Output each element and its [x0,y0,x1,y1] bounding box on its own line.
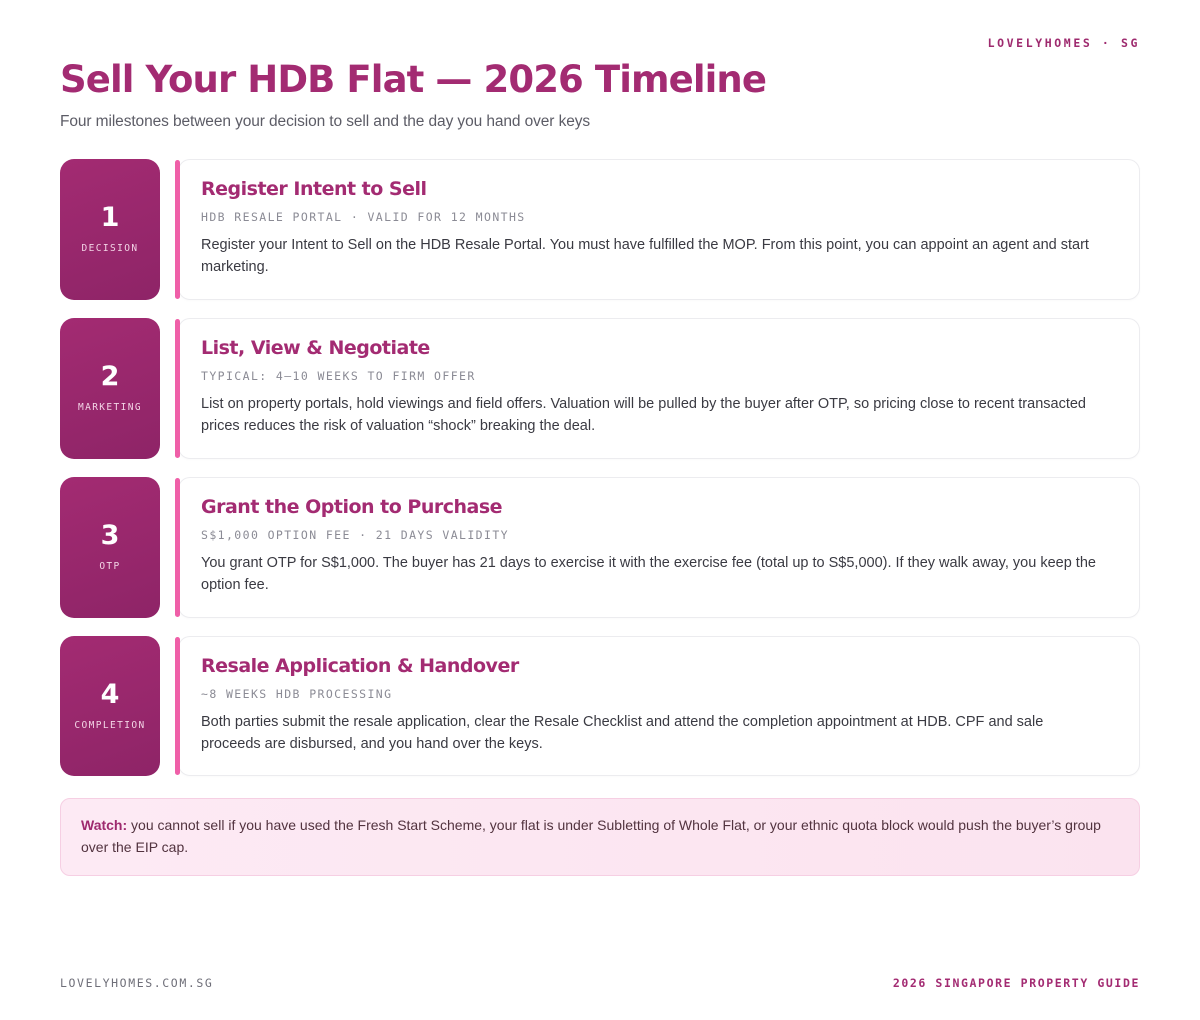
step-stage-label: COMPLETION [74,719,146,731]
brand-label: LOVELYHOMES · SG [987,36,1140,50]
page-footer [60,976,1140,990]
step-number: 4 [100,678,120,710]
timeline-steps [60,159,1140,777]
timeline-step [60,318,1140,459]
step-meta: ~8 WEEKS HDB PROCESSING [201,686,393,701]
step-stage-label: OTP [99,561,121,573]
step-body: Both parties submit the resale application, clear the Resale Checklist and attend the completion appointment at HDB. CPF and sale proceeds are disbursed, and you hand over the keys. [201,713,1044,752]
step-stage-label: MARKETING [77,402,143,414]
step-badge [60,477,160,618]
watch-note [60,798,1140,875]
footer-site: LOVELYHOMES.COM.SG [60,976,214,990]
step-number: 2 [100,361,120,393]
step-body: List on property portals, hold viewings and field offers. Valuation will be pulled by the buyer after OTP, so pricing close to recent transacted prices reduces the risk of valuation “shock” breaking the deal. [201,395,1086,435]
step-card [178,318,1140,459]
step-title: List, View & Negotiate [201,336,430,359]
step-badge [60,636,160,777]
footer-guide: 2026 SINGAPORE PROPERTY GUIDE [892,976,1140,990]
step-title: Resale Application & Handover [201,654,519,677]
step-meta: S$1,000 OPTION FEE · 21 DAYS VALIDITY [201,527,509,542]
step-badge [60,318,160,459]
step-meta: HDB RESALE PORTAL · VALID FOR 12 MONTHS [201,209,526,224]
step-card [178,477,1140,618]
step-body: Register your Intent to Sell on the HDB Resale Portal. You must have fulfilled the MOP. From this point, you can appoint an agent and start marketing. [201,236,1089,276]
step-card [178,159,1140,300]
watch-note-text: you cannot sell if you have used the Fresh Start Scheme, your flat is under Subletting of Whole Flat, or your ethnic quota block would push the buyer’s group over the EIP cap. [81,817,1101,856]
step-stage-label: DECISION [81,243,139,255]
timeline-step [60,159,1140,300]
timeline-step [60,636,1140,777]
step-title: Grant the Option to Purchase [201,495,503,518]
step-card [178,636,1140,777]
step-badge [60,159,160,300]
watch-note-label: Watch: [81,817,128,834]
timeline-step [60,477,1140,618]
step-body: You grant OTP for S$1,000. The buyer has 21 days to exercise it with the exercise fee (total up to S$5,000). If they walk away, you keep the option fee. [201,554,1096,594]
step-number: 1 [100,202,120,234]
page-title: Sell Your HDB Flat — 2026 Timeline [60,58,767,101]
page-subtitle: Four milestones between your decision to sell and the day you hand over keys [60,112,591,130]
step-number: 3 [100,520,120,552]
step-meta: TYPICAL: 4–10 WEEKS TO FIRM OFFER [201,368,476,383]
step-title: Register Intent to Sell [201,177,427,200]
